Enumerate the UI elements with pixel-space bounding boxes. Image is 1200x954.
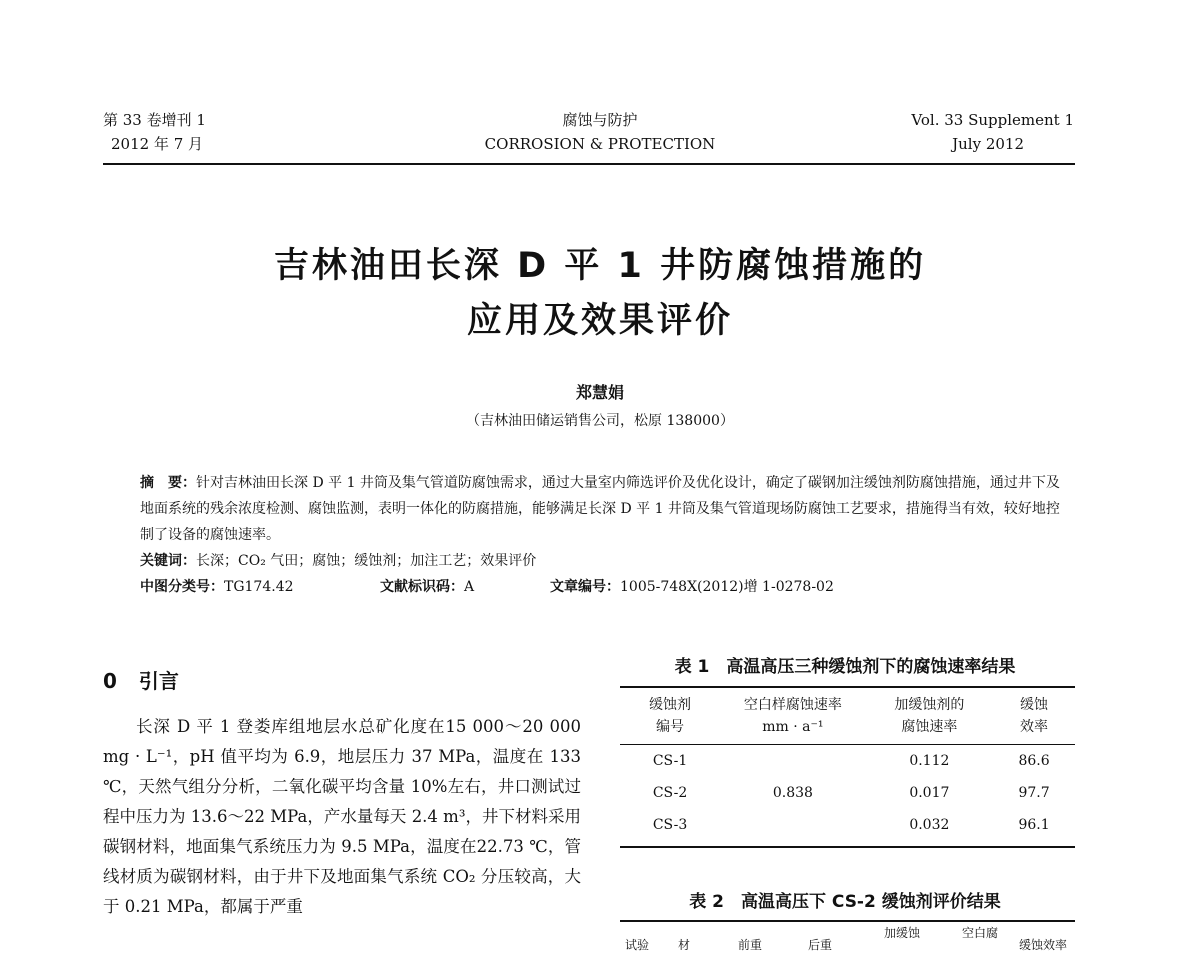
journal-name — [400, 108, 800, 156]
table-cell — [720, 809, 866, 847]
table2-header-after-weight: 后重 — [807, 938, 832, 952]
table-row — [620, 809, 1075, 847]
journal-volume-en — [860, 108, 1074, 156]
paper-title-line1: 吉林油田长深 D 平 1 井防腐蚀措施的 — [273, 246, 927, 286]
table1-header-inhibited-rate: 加缓蚀剂的 腐蚀速率 — [866, 687, 993, 745]
date-en: July 2012 — [952, 135, 1024, 153]
abstract — [140, 470, 1065, 548]
section-heading — [103, 665, 179, 694]
table-cell: 96.1 — [993, 809, 1075, 847]
table2-header-blank: 空白腐 — [961, 926, 998, 940]
keywords — [140, 548, 1065, 574]
table-cell: CS-2 — [652, 785, 688, 801]
table1 — [620, 686, 1075, 848]
table1-header-code: 缓蚀剂 编号 — [620, 687, 720, 745]
section-number: 0 — [103, 669, 117, 693]
keywords-text: 长深；CO₂ 气田；腐蚀；缓蚀剂；加注工艺；效果评价 — [196, 553, 537, 569]
author: 郑慧娟 — [575, 383, 624, 402]
abstract-label: 摘 要： — [140, 475, 196, 491]
clc-label: 中图分类号： — [140, 579, 224, 595]
issue-date: 2012 年 7 月 — [111, 135, 204, 153]
journal-issue — [103, 108, 206, 156]
table-cell — [720, 745, 866, 778]
table-cell: 0.032 — [866, 809, 993, 847]
affiliation: （吉林油田储运销售公司，松原 138000） — [466, 413, 734, 429]
table-cell: CS-3 — [620, 809, 720, 847]
intro-paragraph — [103, 712, 581, 922]
article-number-value: 1005-748X(2012)增 1-0278-02 — [620, 579, 834, 595]
paper-title-line2: 应用及效果评价 — [466, 301, 733, 341]
abstract-text: 针对吉林油田长深 D 平 1 井筒及集气管道防腐蚀需求，通过大量室内筛选评价及优化设计，确定了碳钢加注缓蚀剂防腐蚀措施，通过井下及地面系统的残余浓度检测、腐蚀监测，表明一体化的防腐措施，能够满足长深 D 平 1 井筒及集气管道现场防腐蚀工艺要求，措施得当有效，较好地控制了设备的腐蚀速率。 — [140, 475, 1060, 543]
doc-code-value: A — [464, 579, 475, 595]
keywords-label: 关键词： — [140, 553, 196, 569]
article-number-label: 文章编号： — [550, 579, 620, 595]
doc-code-label: 文献标识码： — [380, 579, 464, 595]
table1-header-blank-rate: 空白样腐蚀速率 mm · a⁻¹ — [720, 687, 866, 745]
table2-header — [620, 920, 1075, 954]
table2-header-test: 试验 — [624, 938, 649, 952]
table2-caption: 表 2 高温高压下 CS-2 缓蚀剂评价结果 — [689, 892, 1001, 912]
abstract-block — [140, 470, 1065, 600]
table-cell: 0.017 — [909, 785, 950, 801]
journal-name-cn: 腐蚀与防护 — [562, 111, 638, 129]
issue-volume: 第 33 卷增刊 1 — [103, 111, 206, 129]
intro-text: 长深 D 平 1 登娄库组地层水总矿化度在15 000～20 000 mg · L⁻¹，pH 值平均为 6.9，地层压力 37 MPa，温度在 133 ℃，天然气组分分析，二氧化碳平均含量 10%左右，井口测试过程中压力为 13.6～22 MPa，产水量每天 2.4 m³，井下材料采用碳钢材料，地面集气系统压力为 9.5 MPa，温度在22.73 ℃，管线材质为碳钢材料，由于井下及地面集气系统 CO₂ 分压较高，大于 0.21 MPa，都属于严重 — [103, 717, 581, 916]
table-cell: 0.838 — [772, 785, 813, 801]
table2-header-material: 材 — [677, 938, 690, 952]
classification-row — [140, 574, 1065, 600]
table2-header-before-weight: 前重 — [737, 938, 762, 952]
header-rule — [103, 163, 1075, 165]
table-cell: 97.7 — [1018, 785, 1050, 801]
table1-caption: 表 1 高温高压三种缓蚀剂下的腐蚀速率结果 — [674, 657, 1016, 677]
section-title: 引言 — [138, 669, 179, 693]
table-cell: 0.112 — [909, 753, 950, 769]
table2-header-efficiency: 缓蚀效率 — [1018, 938, 1067, 952]
table-row — [620, 777, 1075, 809]
table-row — [620, 745, 1075, 778]
table-cell: CS-1 — [652, 753, 688, 769]
clc-value: TG174.42 — [224, 579, 294, 595]
table-cell: 86.6 — [1018, 753, 1050, 769]
journal-name-en: CORROSION & PROTECTION — [484, 135, 716, 153]
table1-header-row — [620, 687, 1075, 745]
volume-en: Vol. 33 Supplement 1 — [911, 111, 1074, 129]
table2-header-inhibited: 加缓蚀 — [883, 926, 920, 940]
table1-header-efficiency: 缓蚀 效率 — [993, 687, 1075, 745]
